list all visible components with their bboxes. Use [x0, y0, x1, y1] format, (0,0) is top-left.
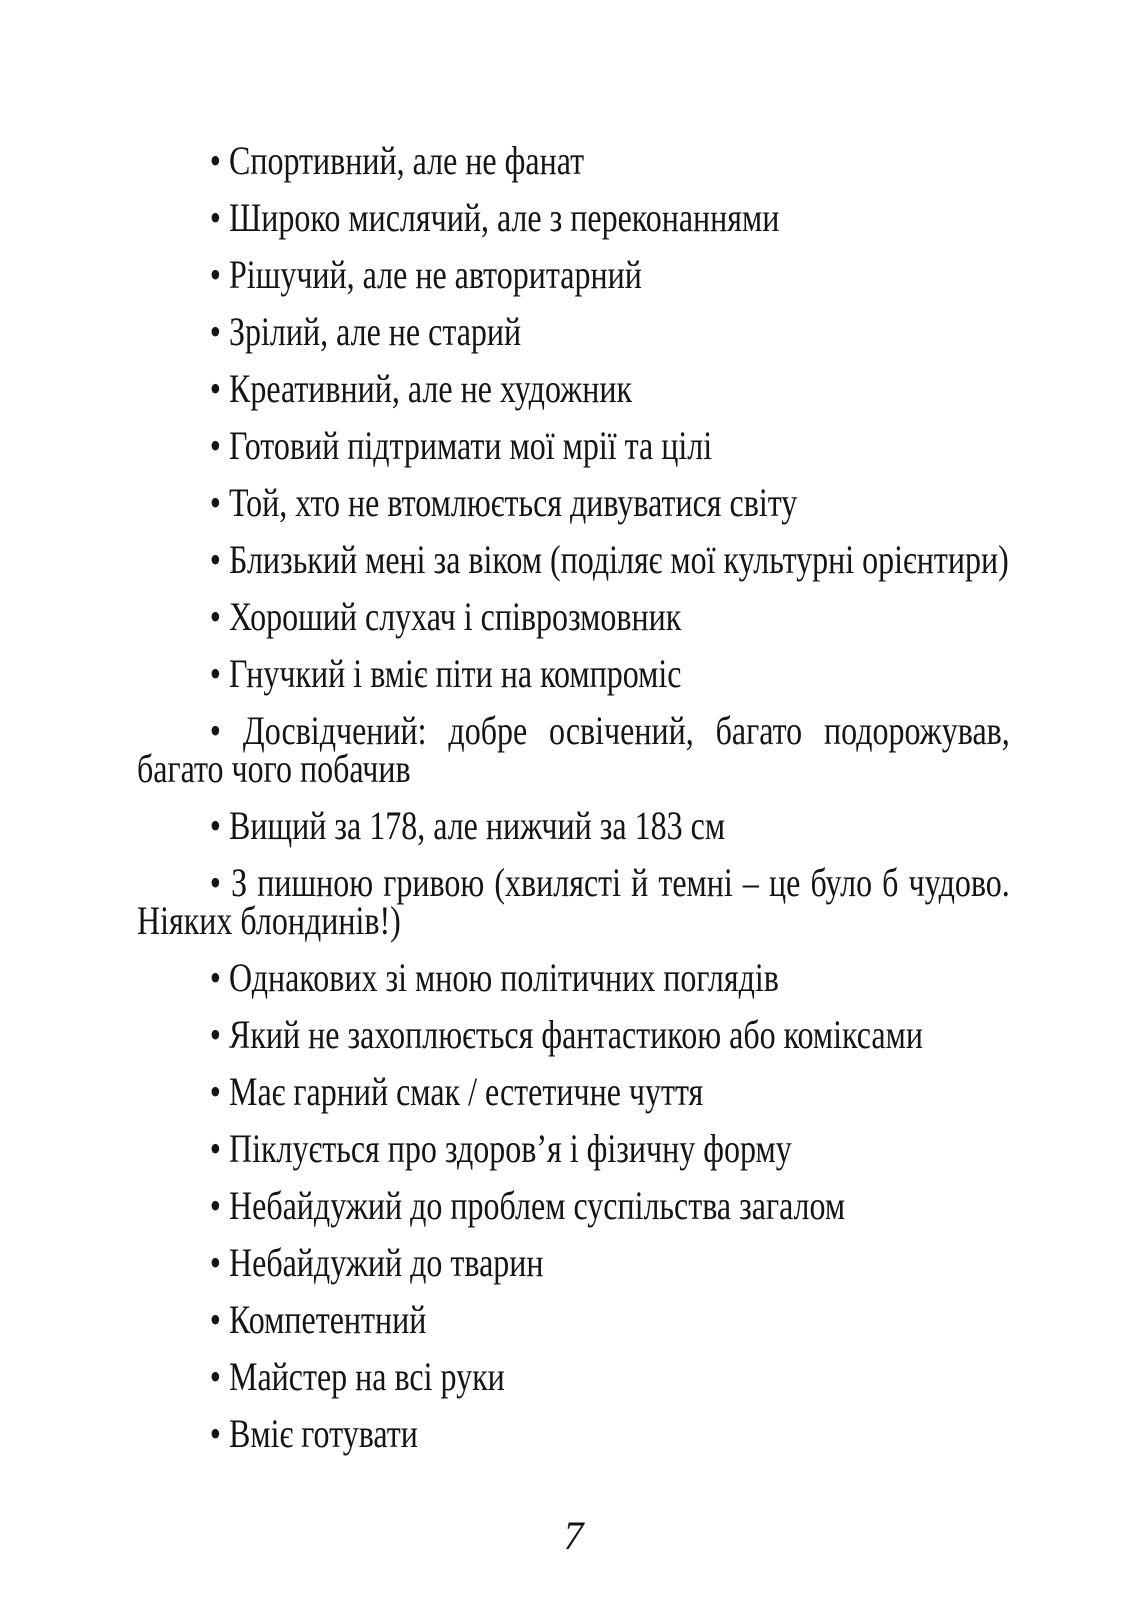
list-item	[137, 480, 1010, 525]
list-item	[137, 955, 1010, 1000]
list-item-text: • Майстер на всі руки	[209, 1354, 505, 1399]
list-item	[137, 1297, 1010, 1342]
list-item	[137, 423, 1010, 468]
list-item-text: • З пишною гривою (хвилясті й темні – це було б чудово.	[209, 860, 1010, 905]
list-item-text: • Широко мислячий, але з переконаннями	[209, 195, 780, 240]
list-item-text: • Вищий за 178, але нижчий за 183 см	[209, 803, 726, 848]
list-item	[137, 1126, 1010, 1171]
list-item	[137, 1012, 1010, 1057]
list-item-text: • Небайдужий до проблем суспільства загалом	[209, 1183, 846, 1228]
list-item-text-continuation: Ніяких блондинів!)	[137, 898, 401, 943]
list-item	[137, 1411, 1010, 1456]
list-item	[137, 252, 1010, 297]
list-item	[137, 803, 1010, 848]
page-number: 7	[563, 1513, 584, 1558]
bullet-list	[137, 138, 1010, 1472]
list-item-text: • Спортивний, але не фанат	[209, 138, 585, 183]
list-item-text: • Зрілий, але не старий	[209, 309, 522, 354]
list-item	[137, 309, 1010, 354]
list-item-text: • Небайдужий до тварин	[209, 1240, 544, 1285]
list-item	[137, 1354, 1010, 1399]
list-item-text: • Готовий підтримати мої мрії та цілі	[209, 423, 713, 468]
list-item	[137, 537, 1010, 582]
list-item-text: • Гнучкий і вміє піти на компроміс	[209, 651, 682, 696]
list-item	[137, 1183, 1010, 1228]
list-item-text: • Той, хто не втомлюється дивуватися світу	[209, 480, 798, 525]
list-item-text: • Креативний, але не художник	[209, 366, 633, 411]
list-item	[137, 1069, 1010, 1114]
list-item-text: • Хороший слухач і співрозмовник	[209, 594, 682, 639]
list-item-text: • Однакових зі мною політичних поглядів	[209, 955, 779, 1000]
list-item	[137, 138, 1010, 183]
list-item	[137, 594, 1010, 639]
list-item	[137, 1240, 1010, 1285]
list-item-text: • Має гарний смак / естетичне чуття	[209, 1069, 704, 1114]
list-item-text: • Який не захоплюється фантастикою або коміксами	[209, 1012, 923, 1057]
list-item-text-continuation: багато чого побачив	[137, 746, 411, 791]
list-item	[137, 366, 1010, 411]
list-item-text: • Близький мені за віком (поділяє мої культурні орієнтири)	[209, 537, 1009, 582]
list-item-text: • Компетентний	[209, 1297, 427, 1342]
list-item-text: • Вміє готувати	[209, 1411, 418, 1456]
list-item	[137, 708, 1010, 791]
list-item	[137, 860, 1010, 943]
list-item-text: • Рішучий, але не авторитарний	[209, 252, 642, 297]
list-item	[137, 651, 1010, 696]
list-item-text: • Досвідчений: добре освічений, багато подорожував,	[209, 708, 1010, 753]
list-item-text: • Піклується про здоров’я і фізичну форму	[209, 1126, 792, 1171]
list-item	[137, 195, 1010, 240]
